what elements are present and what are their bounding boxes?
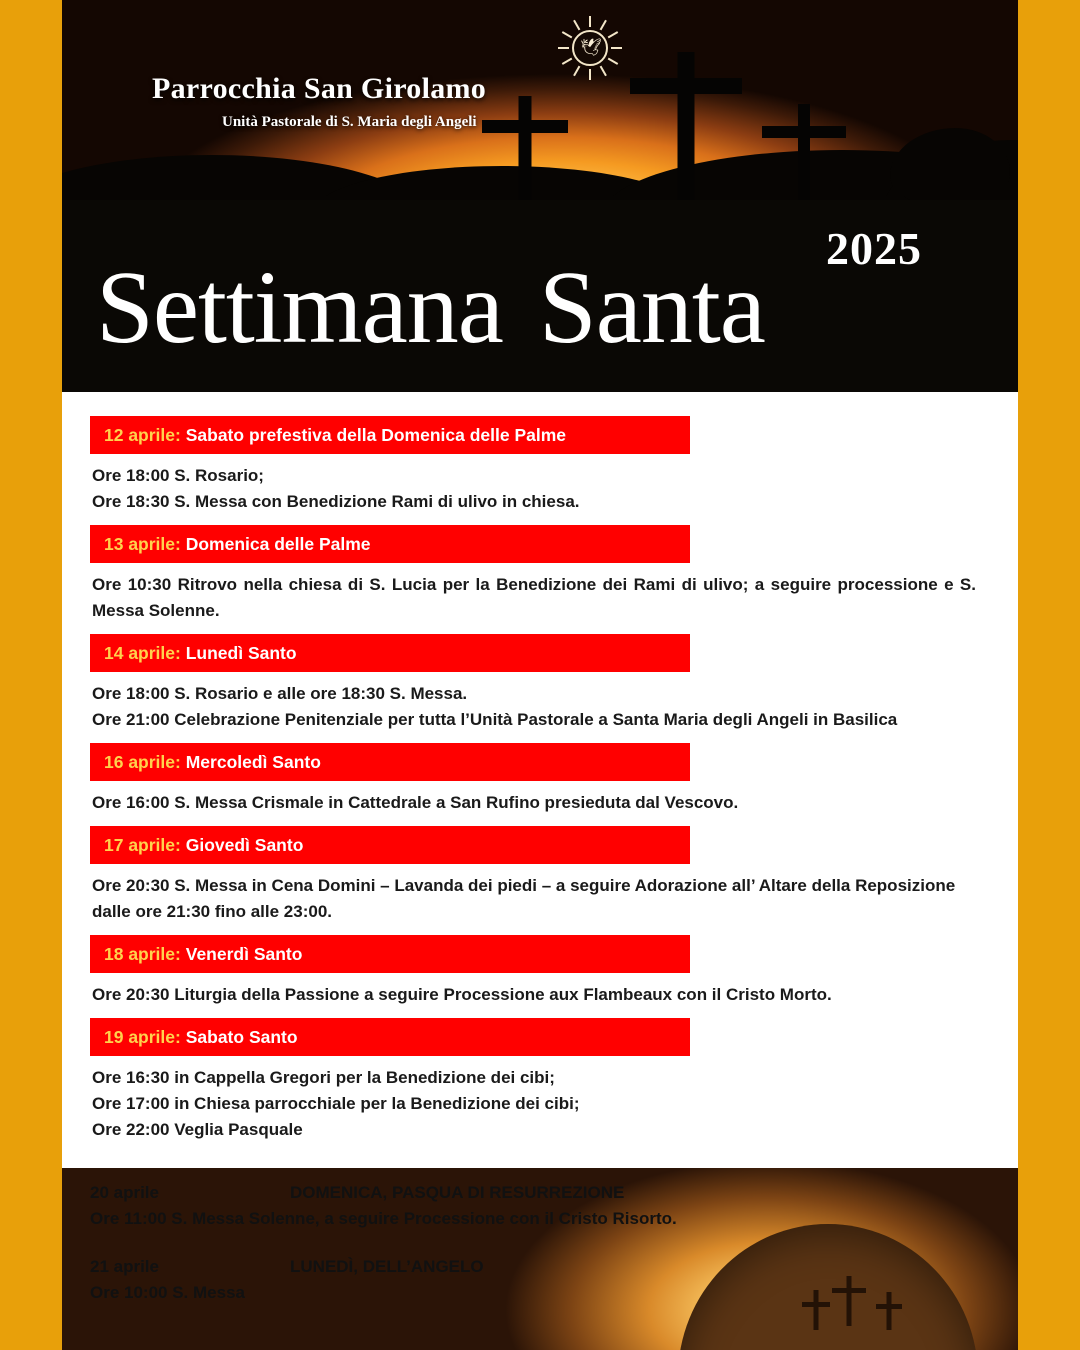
cross-icon bbox=[802, 1290, 830, 1330]
entry-detail-line: Ore 22:00 Veglia Pasquale bbox=[92, 1120, 303, 1139]
footer-entry-header bbox=[90, 1254, 730, 1280]
parish-subtitle: Unità Pastorale di S. Maria degli Angeli bbox=[222, 114, 477, 130]
entry-date: 17 aprile: bbox=[104, 835, 181, 855]
entry-date: 14 aprile: bbox=[104, 643, 181, 663]
schedule-entry-header bbox=[90, 416, 690, 454]
footer-entry-date: 20 aprile bbox=[90, 1183, 159, 1202]
entry-detail-line: Ore 20:30 Liturgia della Passione a seguire Processione aux Flambeaux con il Cristo Morto. bbox=[92, 985, 832, 1004]
footer-entry-line: Ore 10:00 S. Messa bbox=[90, 1283, 245, 1302]
entry-detail-line: Ore 18:00 S. Rosario e alle ore 18:30 S. Messa. bbox=[92, 684, 468, 703]
entry-detail-line: Ore 10:30 Ritrovo nella chiesa di S. Lucia per la Benedizione dei Rami di ulivo; a seguire processione e S. Messa Solenne. bbox=[92, 575, 976, 620]
schedule-entry bbox=[90, 634, 982, 733]
entry-detail-line: Ore 17:00 in Chiesa parrocchiale per la Benedizione dei cibi; bbox=[92, 1094, 580, 1113]
schedule-list bbox=[62, 392, 1018, 1168]
cross-icon bbox=[832, 1276, 866, 1326]
footer-entry-line: Ore 11:00 S. Messa Solenne, a seguire Processione con il Cristo Risorto. bbox=[90, 1209, 677, 1228]
footer-entry-date: 21 aprile bbox=[90, 1257, 159, 1276]
entry-details bbox=[90, 790, 982, 816]
footer-schedule bbox=[90, 1180, 730, 1306]
entry-details bbox=[90, 873, 982, 925]
entry-details bbox=[90, 681, 982, 733]
entry-date: 18 aprile: bbox=[104, 944, 181, 964]
entry-date: 13 aprile: bbox=[104, 534, 181, 554]
entry-detail-line: Ore 20:30 S. Messa in Cena Domini – Lavanda dei piedi – a seguire Adorazione all’ Altare della Reposizione dalle ore 21:30 fino alle 23:00. bbox=[92, 876, 956, 921]
entry-details bbox=[90, 572, 982, 624]
cross-icon bbox=[762, 104, 846, 204]
hero-banner bbox=[62, 0, 1018, 392]
page-title bbox=[96, 252, 996, 364]
entry-label: Lunedì Santo bbox=[185, 643, 297, 663]
title-word-1: Settimana bbox=[96, 250, 503, 365]
entry-date: 19 aprile: bbox=[104, 1027, 181, 1047]
entry-date: 12 aprile: bbox=[104, 425, 181, 445]
entry-label: Venerdì Santo bbox=[185, 944, 303, 964]
footer-spacer bbox=[90, 1232, 730, 1254]
parish-name: Parrocchia San Girolamo bbox=[152, 72, 487, 105]
entry-label: Sabato prefestiva della Domenica delle Palme bbox=[185, 425, 567, 445]
entry-label: Domenica delle Palme bbox=[185, 534, 371, 554]
entry-date: 16 aprile: bbox=[104, 752, 181, 772]
schedule-entry bbox=[90, 826, 982, 925]
entry-label: Sabato Santo bbox=[185, 1027, 298, 1047]
schedule-entry-header bbox=[90, 525, 690, 563]
entry-detail-line: Ore 18:00 S. Rosario; bbox=[92, 466, 264, 485]
footer-entry-title: DOMENICA, PASQUA DI RESURREZIONE bbox=[290, 1183, 625, 1202]
schedule-entry bbox=[90, 525, 982, 624]
schedule-entry bbox=[90, 935, 982, 1008]
cross-icon bbox=[482, 96, 568, 204]
entry-detail-line: Ore 16:00 S. Messa Crismale in Cattedrale a San Rufino presieduta dal Vescovo. bbox=[92, 793, 739, 812]
entry-detail-line: Ore 21:00 Celebrazione Penitenziale per tutta l’Unità Pastorale a Santa Maria degli Angeli in Basilica bbox=[92, 710, 898, 729]
schedule-entry-header bbox=[90, 826, 690, 864]
schedule-entry-header bbox=[90, 743, 690, 781]
footer-banner bbox=[62, 1168, 1018, 1350]
schedule-entry bbox=[90, 416, 982, 515]
schedule-entry-header bbox=[90, 1018, 690, 1056]
entry-details bbox=[90, 982, 982, 1008]
cross-icon bbox=[876, 1292, 902, 1330]
schedule-entry-header bbox=[90, 634, 690, 672]
footer-entry-header bbox=[90, 1180, 730, 1206]
entry-detail-line: Ore 16:30 in Cappella Gregori per la Benedizione dei cibi; bbox=[92, 1068, 555, 1087]
entry-label: Mercoledì Santo bbox=[185, 752, 321, 772]
dove-emblem-icon: 🕊 bbox=[558, 16, 622, 80]
schedule-entry bbox=[90, 1018, 982, 1143]
entry-detail-line: Ore 18:30 S. Messa con Benedizione Rami di ulivo in chiesa. bbox=[92, 492, 580, 511]
year-label: 2025 bbox=[826, 223, 922, 274]
entry-label: Giovedì Santo bbox=[185, 835, 304, 855]
schedule-entry-header bbox=[90, 935, 690, 973]
cross-icon bbox=[630, 52, 742, 204]
poster-sheet bbox=[62, 0, 1018, 1350]
entry-details bbox=[90, 1065, 982, 1143]
footer-entry-title: LUNEDÌ, DELL’ANGELO bbox=[290, 1257, 484, 1276]
entry-details bbox=[90, 463, 982, 515]
schedule-entry bbox=[90, 743, 982, 816]
title-word-2: Santa bbox=[538, 250, 765, 365]
